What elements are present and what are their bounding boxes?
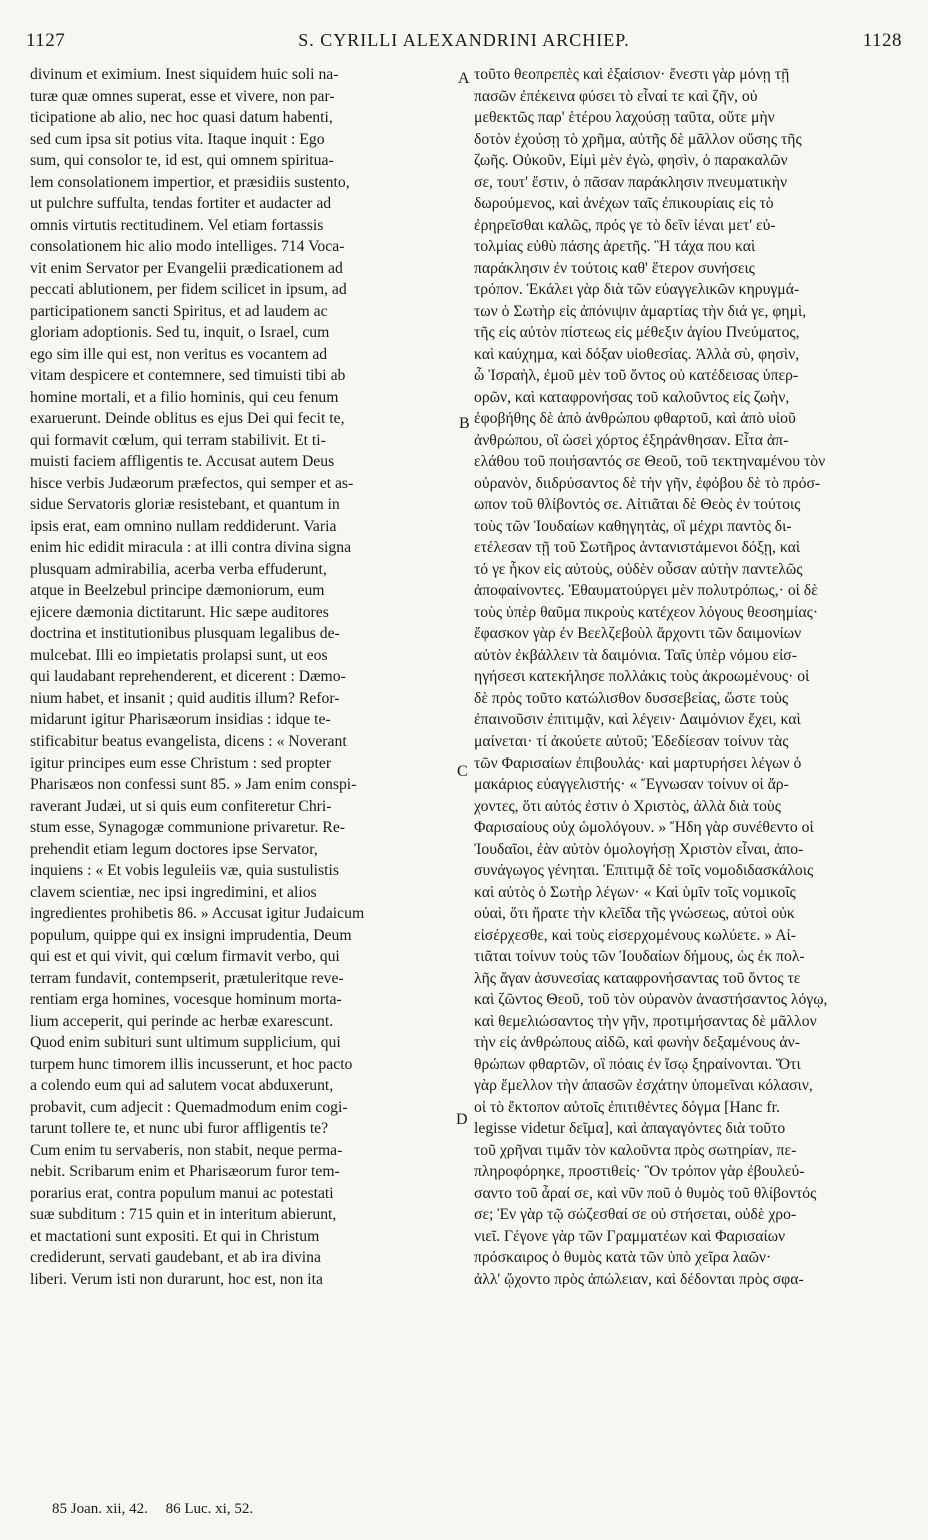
greek-text-line: ετέλεσαν τῇ τοῦ Σωτῆρος ἀντανιστάμενοι δόξῃ, καὶ	[474, 539, 801, 557]
greek-text-line: των ὁ Σωτὴρ εἰς ἀπόνιψιν ἁμαρτίας τὴν διά γε, φημὶ,	[474, 302, 807, 320]
greek-text-line: δωρούμενος, καὶ ἀνέχων ταῖς ἐπικουρίαις εἰς τὸ	[474, 195, 774, 213]
greek-text-line: νιεῖ. Γέγονε γὰρ τῶν Γραμματέων καὶ Φαρισαίων	[474, 1227, 786, 1245]
latin-text-line: qui est et qui vivit, qui cœlum firmavit verbo, qui	[30, 948, 340, 966]
greek-text-line: τό γε ἧκον εἰς αὐτοὺς, οὐδὲν οὖσαν αὐτὴν παντελῶς	[474, 560, 803, 578]
latin-text-line: vit enim Servator per Evangelii prædicationem ad	[30, 259, 343, 277]
greek-text-line: Φαρισαίους οὐχ ὡμολόγουν. » Ἤδη γὰρ συνέθεντο οἱ	[474, 819, 814, 837]
latin-text-line: enim hic edidit miracula : at illi contra divina signa	[30, 539, 352, 557]
latin-text-line: Quod enim subituri sunt ultimum supplicium, qui	[30, 1034, 341, 1052]
greek-text-line: πασῶν ἐπέκεινα φύσει τὸ εἶναί τε καὶ ζῆν, οὐ	[474, 87, 758, 105]
greek-text-line: τοῦτο θεοπρεπὲς καὶ ἐξαίσιον· ἔνεστι γὰρ μόνῃ τῇ	[474, 66, 790, 83]
greek-text-line: ὦ Ἰσραὴλ, ἐμοῦ μὲν τοῦ ὄντος οὐ κατέδεισας ὑπερ-	[474, 367, 799, 385]
latin-column	[30, 64, 451, 1290]
latin-text-line: prehendit etiam legum doctores ipse Servator,	[30, 840, 318, 858]
latin-text-line: igitur principes eum esse Christum : sed propter	[30, 754, 332, 772]
greek-text-line: παράκλησιν ἐν τούτοις καθ' ἕτερον συνήσεις	[474, 259, 755, 277]
greek-column	[474, 64, 896, 1290]
greek-text-line: ορῶν, καὶ καταφρονήσας τοῦ καλοῦντος εἰς ζωὴν,	[474, 388, 790, 406]
latin-text-line: porarius erat, contra populum manui ac potestati	[30, 1184, 334, 1202]
greek-text-line: πρόσκαιρος ὁ θυμὸς κατὰ τῶν ὑπὸ χεῖρα λαῶν·	[474, 1249, 772, 1267]
latin-text-line: qui laudabant reprehenderent, et dicerent : Dæmo-	[30, 668, 346, 686]
latin-text-line: ego sim ille qui est, non veritus es vocantem ad	[30, 345, 328, 363]
latin-text-line: ipsis erat, eam omnino nullam reddiderunt. Varia	[30, 517, 337, 535]
greek-text-line: οἱ τὸ ἔκτοπον αὐτοῖς ἐπιτιθέντες δόγμα [Hanc fr.	[474, 1098, 780, 1116]
latin-text-line: ingredientes prohibetis 86. » Accusat igitur Judaicum	[30, 905, 365, 923]
latin-text-line: turpem hunc timorem illis incusserunt, et hoc pacto	[30, 1055, 353, 1073]
greek-text-line: legisse videtur δεῖμα], καὶ ἀπαγαγόντες διὰ τοῦτο	[474, 1120, 786, 1138]
greek-text-line: ἐρηρεῖσθαι καλῶς, πρός γε τὸ δεῖν ἰέναι μετ' εὐ-	[474, 216, 776, 234]
latin-text-line: exaruerunt. Deinde oblitus es ejus Dei qui fecit te,	[30, 410, 345, 428]
margin-marker-d: D	[456, 1111, 468, 1128]
latin-text-line: vitam despicere et contemnere, sed timuisti tibi ab	[30, 367, 346, 385]
latin-text-line: sidue Servatoris gloriæ resistebant, et quantum in	[30, 496, 340, 514]
greek-text-line: εἰσέρχεσθε, καὶ τοὺς εἰσερχομένους κωλύετε. » Αἰ-	[474, 926, 796, 944]
greek-text-line: ἀλλ' ᾤχοντο πρὸς ἀπώλειαν, καὶ δέδονται πρὸς σφα-	[474, 1270, 804, 1288]
greek-text-line: τοὺς τῶν Ἰουδαίων καθηγητὰς, οἳ μέχρι παντὸς δι-	[474, 517, 792, 535]
latin-text-line: et mactationi sunt expositi. Et qui in Christum	[30, 1227, 320, 1245]
latin-text-line: liberi. Verum isti non durarunt, hoc est, non ita	[30, 1270, 323, 1288]
latin-text-line: ejicere dæmonia dictitarunt. Hic sæpe auditores	[30, 603, 329, 621]
latin-text-line: omnis virtutis rectitudinem. Vel etiam fortassis	[30, 216, 324, 234]
latin-text-line: raverant Judæi, ut si quis eum confiteretur Chri-	[30, 797, 332, 815]
greek-text-line: τιᾶται τοίνυν τοὺς τῶν Ἰουδαίων δήμους, ὡς ἐκ πολ-	[474, 948, 805, 966]
latin-text-line: ut pulchre suffulta, tendas fortiter et audacter ad	[30, 195, 332, 213]
greek-text-line: λῆς ἄγαν ἀσυνεσίας καταφρονήσαντας τοῦ ὄντος τε	[474, 969, 801, 987]
latin-text-line: terram fundavit, contempserit, prætuleritque reve-	[30, 969, 344, 987]
latin-text-line: mulcebat. Illi eo impietatis prolapsi sunt, ut eos	[30, 646, 328, 664]
running-header	[26, 30, 902, 54]
greek-text-line: σε, τουτ' ἔστιν, ὁ πᾶσαν παράκλησιν πνευματικὴν	[474, 173, 788, 191]
latin-text-line: clavem scientiæ, nec ipsi ingredimini, et alios	[30, 883, 317, 901]
greek-text-line: μεθεκτῶς παρ' ἑτέρου λαχούσῃ ταῦτα, οὔτε μὴν	[474, 109, 775, 127]
latin-text-line: atque in Beelzebul principe dæmoniorum, eum	[30, 582, 325, 600]
latin-text-line: Cum enim tu servaberis, non stabit, neque perma-	[30, 1141, 343, 1159]
greek-text-line: μαίνεται· τί ἀκούετε αὐτοῦ; Ἐδεδίεσαν τοίνυν τὰς	[474, 732, 789, 750]
greek-text-line: τῶν Φαρισαίων ἐπιβουλάς· καὶ μαρτυρήσει λέγων ὁ	[474, 754, 802, 772]
greek-text-line: τοῦ χρῆναι τιμᾶν τὸν καλοῦντα πρὸς σωτηρίαν, πε-	[474, 1141, 797, 1159]
latin-text-line: consolationem hic alio modo intelliges. 714 Voca-	[30, 238, 345, 256]
latin-text-line: lium acceperit, qui perinde ac herbæ exarescunt.	[30, 1012, 334, 1030]
greek-text-line: οὐρανὸν, διιδρύσαντος δὲ τὴν γῆν, ἐφόβου δὲ τὸ πρόσ-	[474, 474, 821, 492]
latin-text-line: gloriam adoptionis. Sed tu, inquit, o Israel, cum	[30, 324, 330, 342]
latin-text-line: divinum et eximium. Inest siquidem huic soli na-	[30, 66, 339, 83]
margin-marker-b: B	[459, 415, 470, 432]
greek-text-line: ἔφασκον γὰρ ἐν Βεελζεβοὺλ ἄρχοντι τῶν δαιμονίων	[474, 625, 802, 643]
margin-marker-c: C	[457, 763, 468, 780]
latin-text-line: crediderunt, servati gaudebant, et ab ira divina	[30, 1249, 321, 1267]
greek-text-line: πληροφόρηκε, προστιθείς· Ὃν τρόπον γὰρ ἐβουλεύ-	[474, 1163, 805, 1181]
greek-text-line: ελάθου τοῦ ποιήσαντός σε Θεοῦ, τοῦ τεκτηναμένου τὸν	[474, 453, 826, 471]
latin-text-line: nebit. Scribarum enim et Pharisæorum furor tem-	[30, 1163, 340, 1181]
greek-text-line: καὶ καύχημα, καὶ δόξαν υἱοθεσίας. Ἀλλὰ σὺ, φησὶν,	[474, 345, 800, 363]
greek-text-line: ἀποφαίνοντες. Ἐθαυματούργει μὲν πολυτρόπως,· οἱ δὲ	[474, 582, 818, 600]
latin-text-line: rentiam erga homines, vocesque hominum morta-	[30, 991, 342, 1009]
latin-text-line: lem consolationem impertior, et præsidiis sustento,	[30, 173, 350, 191]
page-number-right: 1128	[862, 30, 902, 51]
latin-text-line: doctrina et institutionibus plusquam legalibus de-	[30, 625, 340, 643]
greek-text-line: καὶ θεμελιώσαντος τὴν γῆν, προτιμήσαντας δὲ μᾶλλον	[474, 1012, 817, 1030]
greek-text-line: ωπον τοῦ θλίβοντός σε. Αἰτιᾶται δὲ Θεὸς ἐν τούτοις	[474, 496, 801, 514]
greek-text-line: Ἰουδαῖοι, ἐὰν αὐτὸν ὁμολογήσῃ Χριστὸν εἶναι, ἀπο-	[474, 840, 804, 858]
latin-text-line: midarunt igitur Pharisæorum insidias : idque te-	[30, 711, 331, 729]
greek-text-line: ηγήσεσι κατεκήλησε πολλάκις τοὺς ἀκροωμένους· οἱ	[474, 668, 810, 686]
latin-text-line: hisce verbis Judæorum præfectos, qui semper et as-	[30, 474, 354, 492]
latin-text-line: participationem sancti Spiritus, et ad laudem ac	[30, 302, 328, 320]
latin-text-line: sed cum ipsa sit potius vita. Itaque inquit : Ego	[30, 130, 325, 148]
latin-text-line: plusquam admirabilia, acerba verba effuderunt,	[30, 560, 327, 578]
greek-text-line: ἐφοβήθης δὲ ἀπὸ ἀνθρώπου φθαρτοῦ, καὶ ἀπὸ υἱοῦ	[474, 410, 796, 428]
footnotes	[52, 1501, 253, 1518]
latin-text-line: muisti faciem affligentis te. Accusat autem Deus	[30, 453, 335, 471]
greek-text-line: θρώπων φθαρτῶν, οἳ πόαις ἐν ἴσῳ ξηραίνονται. Ὅτι	[474, 1055, 801, 1073]
latin-text-line: sum, qui consolor te, id est, qui omnem spiritua-	[30, 152, 334, 170]
greek-text-line: τολμίας εὐθὺ πάσης ἀρετῆς. Ἢ τάχα που καὶ	[474, 238, 756, 256]
latin-text-line: nium habet, et insanit ; quid auditis illum? Refor-	[30, 689, 340, 707]
latin-text-line: probavit, cum adjecit : Quemadmodum enim cogi-	[30, 1098, 348, 1116]
greek-text-line: καὶ ζῶντος Θεοῦ, τοῦ τὸν οὐρανὸν ἀναστήσαντος λόγῳ,	[474, 991, 828, 1009]
greek-text-line: τῆς εἰς αὐτὸν πίστεως εἰς μέθεξιν ἁγίου Πνεύματος,	[474, 324, 800, 342]
greek-text-line: συνάγωγος γένηται. Ἐπιτιμᾷ δὲ τοῖς νομοδιδασκάλοις	[474, 862, 814, 880]
latin-text-line: stificabitur beatus evangelista, dicens : « Noverant	[30, 732, 347, 750]
margin-marker-a: A	[458, 70, 470, 87]
greek-text-line: ἀνθρώπου, οἳ ὡσεὶ χόρτος ἐξηράνθησαν. Εἶτα ἀπ-	[474, 431, 789, 449]
latin-text-line: peccati ablutionem, per fidem scilicet in ipsum, ad	[30, 281, 347, 299]
latin-text-line: qui formavit cœlum, qui terram stabilivit. Et ti-	[30, 431, 326, 449]
latin-text-line: populum, quippe qui ex insigni imprudentia, Deum	[30, 926, 352, 944]
greek-text-line: τρόπον. Ἐκάλει γὰρ διὰ τῶν εὐαγγελικῶν κηρυγμά-	[474, 281, 800, 299]
greek-text-line: μακάριος εὐαγγελιστής· « Ἔγνωσαν τοίνυν οἱ ἄρ-	[474, 776, 789, 794]
greek-text-line: ζωῆς. Οὐκοῦν, Εἰμὶ μὲν ἐγὼ, φησὶν, ὁ παρακαλῶν	[474, 152, 788, 170]
greek-text-line: δοτὸν ἐχούσῃ τὸ χρῆμα, αὐτῆς δὲ μᾶλλον οὔσης τῆς	[474, 130, 802, 148]
footnote-85: 85 Joan. xii, 42.	[52, 1501, 148, 1517]
greek-text-line: τοὺς ὑπὲρ θαῦμα πικροὺς κατέχεον λόγους θεοσημίας·	[474, 603, 819, 621]
footnote-86: 86 Luc. xi, 52.	[165, 1501, 254, 1517]
greek-text-line: καὶ αὐτὸς ὁ Σωτὴρ λέγων· « Καὶ ὑμῖν τοῖς νομικοῖς	[474, 883, 796, 901]
latin-text-line: inquiens : « Et vobis leguleiis væ, quia sustulistis	[30, 862, 339, 880]
greek-text-line: οὐαὶ, ὅτι ἤρατε τὴν κλεῖδα τῆς γνώσεως, αὐτοὶ οὐκ	[474, 905, 795, 923]
latin-text-line: suæ subditum : 715 quin et in interitum abierunt,	[30, 1206, 337, 1224]
latin-text-line: tarunt tollere te, et nunc ubi furor affligentis te?	[30, 1120, 329, 1138]
greek-text-line: δὲ πρὸς τοῦτο κατώλισθον δυσσεβείας, ὥστε τοὺς	[474, 689, 789, 707]
latin-text-line: a colendo eum qui ad salutem vocat abduxerunt,	[30, 1077, 334, 1095]
latin-text-line: ticipatione ab alio, nec hoc quasi datum habenti,	[30, 109, 333, 127]
latin-text-line: stum esse, Synagogæ communione privaretur. Re-	[30, 819, 346, 837]
greek-text-line: αὐτὸν ἐκβάλλειν τὰ δαιμόνια. Ταῖς ὑπὲρ νόμου εἰσ-	[474, 646, 797, 664]
latin-text-line: turæ quæ omnes superat, esse et vivere, non par-	[30, 87, 335, 105]
greek-text-line: τὴν εἰς ἀνθρώπους αἰδῶ, καὶ φωνὴν δεξαμένους ἀν-	[474, 1034, 800, 1052]
greek-text-line: γὰρ ἔμελλον τὴν ἁπασῶν ἐσχάτην ὑπομεῖναι κόλασιν,	[474, 1077, 813, 1095]
greek-text-line: ἐπαινοῦσιν ἐπιτιμᾷν, καὶ λέγειν· Δαιμόνιον ἔχει, καὶ	[474, 711, 801, 729]
greek-text-line: σαντο τοῦ ἆραί σε, καὶ νῦν ποῦ ὁ θυμὸς τοῦ θλίβοντός	[474, 1184, 817, 1202]
latin-text-line: Pharisæos non confessi sunt 85. » Jam enim conspi-	[30, 776, 357, 794]
greek-text-line: χοντες, ὅτι αὐτός ἐστιν ὁ Χριστὸς, ἀλλὰ διὰ τοὺς	[474, 797, 781, 815]
greek-text-line: σε; Ἐν γὰρ τῷ σώζεσθαί σε οὐ στήσεται, οὐδὲ χρο-	[474, 1206, 797, 1224]
running-title: S. CYRILLI ALEXANDRINI ARCHIEP.	[298, 30, 630, 50]
latin-text-line: homine mortali, et a filio hominis, qui ceu fenum	[30, 388, 339, 406]
page-number-left: 1127	[26, 30, 66, 51]
